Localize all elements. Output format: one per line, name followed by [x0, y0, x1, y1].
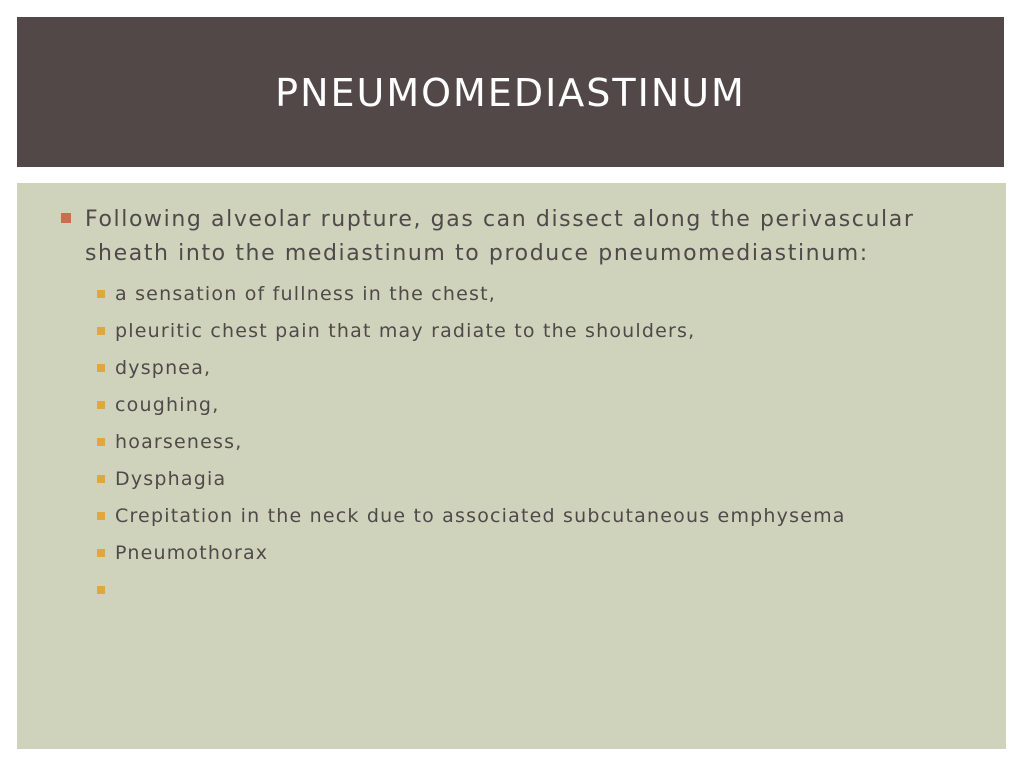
square-sub-bullet-icon — [97, 475, 105, 483]
square-sub-bullet-icon — [97, 512, 105, 520]
title-band — [17, 17, 1004, 167]
sub-bullet-item — [61, 424, 981, 461]
content-panel — [17, 183, 1006, 749]
sub-bullet-text: hoarseness, — [115, 431, 243, 453]
sub-bullet-item — [61, 313, 981, 350]
sub-bullet-item — [61, 461, 981, 498]
sub-bullet-text: dyspnea, — [115, 357, 212, 379]
sub-bullet-item — [61, 535, 981, 572]
sub-bullet-text: Dysphagia — [115, 468, 227, 490]
square-sub-bullet-icon — [97, 401, 105, 409]
square-bullet-icon — [61, 213, 71, 223]
sub-bullet-text: pleuritic chest pain that may radiate to the shoulders, — [115, 320, 696, 342]
sub-bullet-item — [61, 498, 981, 535]
sub-bullet-text: a sensation of fullness in the chest, — [115, 283, 497, 305]
sub-bullet-text: coughing, — [115, 394, 220, 416]
sub-bullet-item — [61, 350, 981, 387]
main-bullet-item — [61, 203, 981, 609]
square-sub-bullet-icon — [97, 327, 105, 335]
square-sub-bullet-icon — [97, 438, 105, 446]
slide-title: PNEUMOMEDIASTINUM — [275, 71, 746, 115]
bullet-list — [61, 203, 981, 609]
sub-bullet-item — [61, 387, 981, 424]
sub-bullet-text: Crepitation in the neck due to associated subcutaneous emphysema — [115, 505, 846, 527]
sub-bullet-list — [61, 276, 981, 609]
sub-bullet-item-empty — [61, 572, 981, 609]
sub-bullet-item — [61, 276, 981, 313]
square-sub-bullet-icon — [97, 586, 105, 594]
main-bullet-text: Following alveolar rupture, gas can dissect along the perivascular sheath into the mediastinum to produce pneumomediastinum: — [85, 207, 915, 266]
square-sub-bullet-icon — [97, 549, 105, 557]
square-sub-bullet-icon — [97, 290, 105, 298]
sub-bullet-text: Pneumothorax — [115, 542, 269, 564]
square-sub-bullet-icon — [97, 364, 105, 372]
